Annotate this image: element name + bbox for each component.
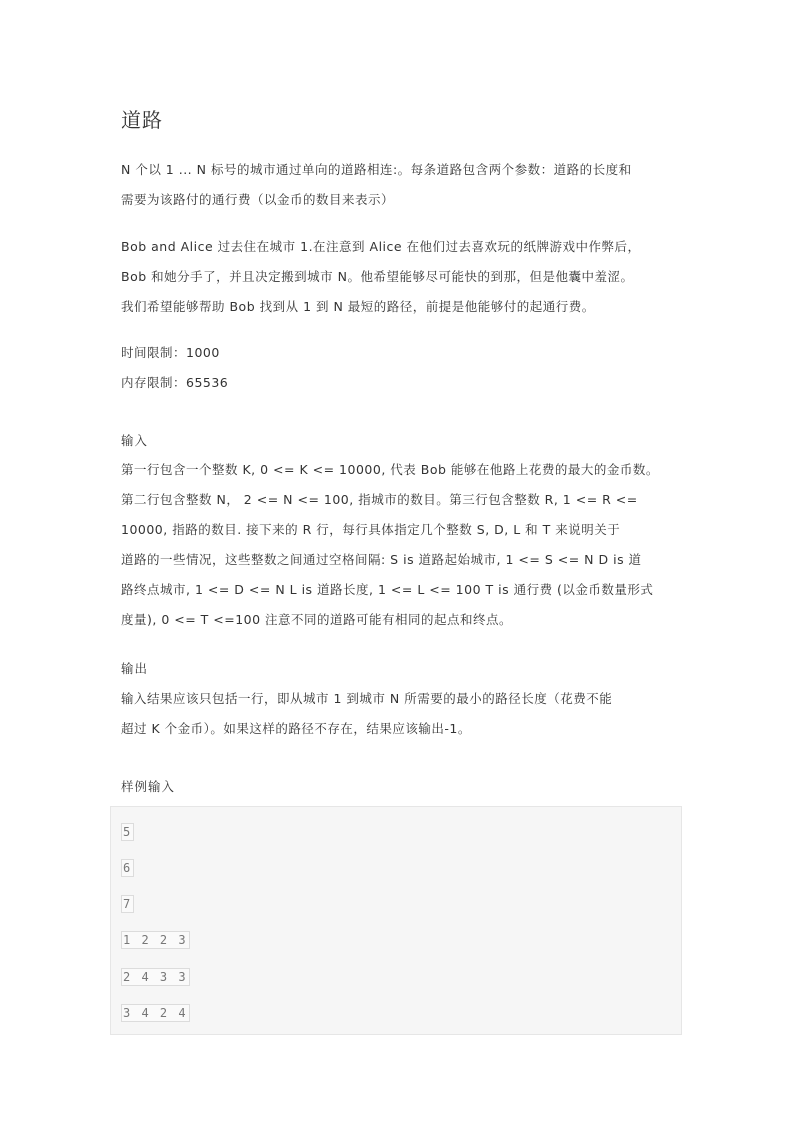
- sample-line: 7: [123, 897, 133, 911]
- time-limit: 时间限制：1000: [121, 345, 220, 360]
- story-paragraph: [121, 232, 721, 322]
- input-line: 路终点城市, 1 <= D <= N L is 道路长度, 1 <= L <= 100 T is 通行费 (以金币数量形式: [121, 582, 654, 597]
- output-line: 输入结果应该只包括一行，即从城市 1 到城市 N 所需要的最小的路径长度（花费不能: [121, 691, 613, 706]
- sample-line: 6: [123, 861, 133, 875]
- intro-paragraph: [121, 155, 721, 215]
- sample-line: 2 4 3 3: [123, 970, 188, 984]
- output-paragraph: [121, 684, 721, 744]
- limits-block: [121, 338, 721, 398]
- sample-line: 5: [123, 825, 133, 839]
- story-line: Bob 和她分手了，并且决定搬到城市 N。他希望能够尽可能快的到那，但是他囊中羞涩。: [121, 269, 634, 284]
- input-line: 第一行包含一个整数 K, 0 <= K <= 10000, 代表 Bob 能够在他路上花费的最大的金币数。: [121, 462, 659, 477]
- sample-line: 3 4 2 4: [123, 1006, 188, 1020]
- memory-limit: 内存限制：65536: [121, 375, 229, 390]
- story-line: 我们希望能够帮助 Bob 找到从 1 到 N 最短的路径，前提是他能够付的起通行费。: [121, 299, 595, 314]
- page-title: 道路: [121, 108, 163, 132]
- input-heading: 输入: [121, 433, 149, 448]
- intro-line: 需要为该路付的通行费（以金币的数目来表示）: [121, 192, 395, 207]
- input-line: 道路的一些情况，这些整数之间通过空格间隔: S is 道路起始城市, 1 <= S <= N D is 道: [121, 552, 642, 567]
- input-paragraph: [121, 455, 721, 635]
- output-heading: 输出: [121, 661, 149, 676]
- input-line: 度量), 0 <= T <=100 注意不同的道路可能有相同的起点和终点。: [121, 612, 513, 627]
- sample-line: 1 2 2 3: [123, 933, 188, 947]
- output-line: 超过 K 个金币）。如果这样的路径不存在，结果应该输出-1。: [121, 721, 471, 736]
- input-line: 10000, 指路的数目. 接下来的 R 行，每行具体指定几个整数 S, D, L 和 T 来说明关于: [121, 522, 621, 537]
- intro-line: N 个以 1 ... N 标号的城市通过单向的道路相连:。每条道路包含两个参数：道路的长度和: [121, 162, 632, 177]
- sample-input-block: [110, 806, 682, 1035]
- input-line: 第二行包含整数 N， 2 <= N <= 100, 指城市的数目。第三行包含整数 R, 1 <= R <=: [121, 492, 638, 507]
- story-line: Bob and Alice 过去住在城市 1.在注意到 Alice 在他们过去喜欢玩的纸牌游戏中作弊后，: [121, 239, 641, 254]
- sample-input-heading: 样例输入: [121, 779, 176, 794]
